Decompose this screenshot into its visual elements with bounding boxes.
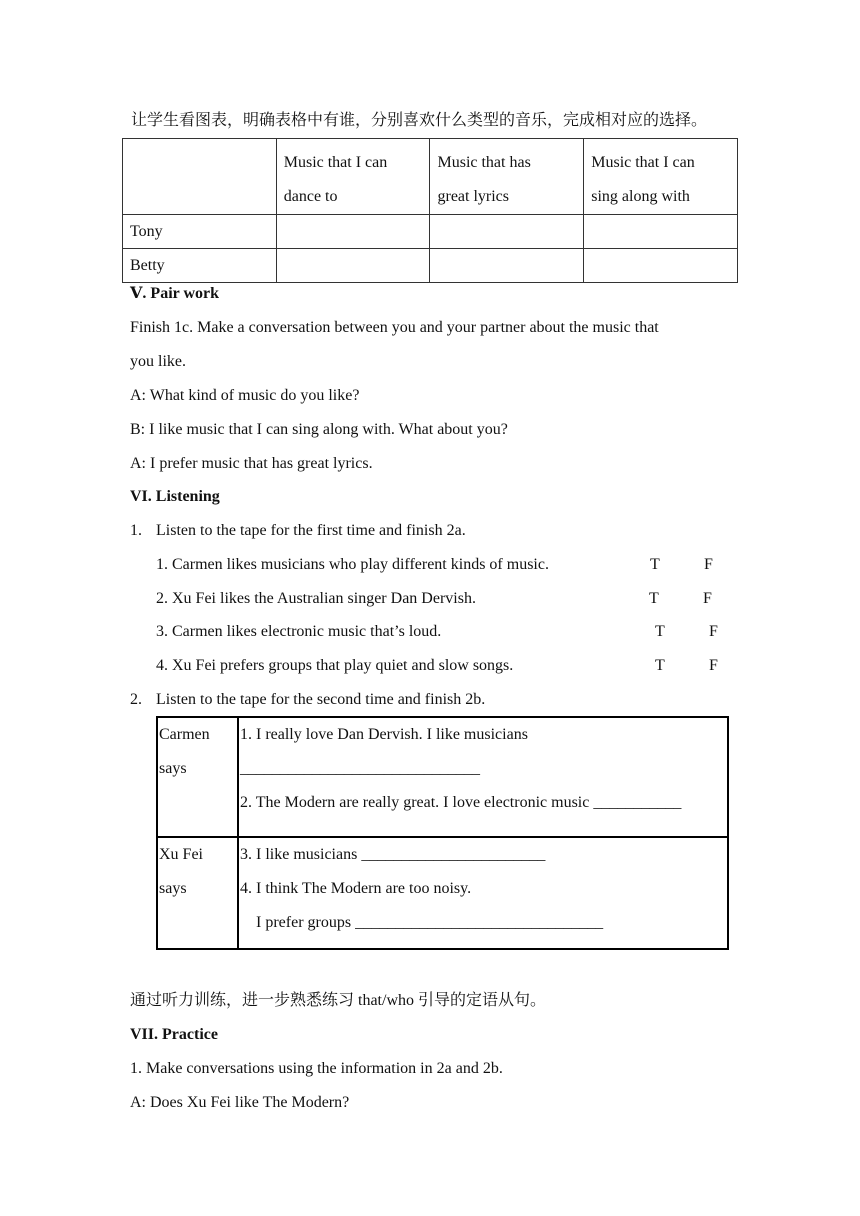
true-option[interactable]: T <box>655 623 665 640</box>
true-option[interactable]: T <box>649 590 659 607</box>
listening-fill-table <box>156 716 729 950</box>
true-option[interactable]: T <box>655 657 665 674</box>
statement-cell <box>238 837 728 949</box>
dialogue-line: B: I like music that I can sing along with. What about you? <box>130 421 508 438</box>
answer-cell[interactable] <box>430 249 584 283</box>
header-cell-blank <box>123 139 277 215</box>
listening-note: 通过听力训练，进一步熟悉练习 that/who 引导的定语从句。 <box>130 992 546 1009</box>
statement-line[interactable]: 2. The Modern are really great. I love electronic music ___________ <box>240 794 682 811</box>
answer-cell[interactable] <box>430 215 584 249</box>
false-option[interactable]: F <box>703 590 712 607</box>
music-preference-table <box>122 138 738 283</box>
false-option[interactable]: F <box>704 556 713 573</box>
answer-cell[interactable] <box>276 249 430 283</box>
dialogue-line: A: What kind of music do you like? <box>130 387 360 404</box>
dialogue-line: A: I prefer music that has great lyrics. <box>130 455 373 472</box>
false-option[interactable]: F <box>709 657 718 674</box>
table-row <box>157 717 728 837</box>
pair-work-instruction-cont: you like. <box>130 353 186 370</box>
statement-line[interactable]: 3. I like musicians _______________________ <box>240 846 546 863</box>
pair-work-instruction: Finish 1c. Make a conversation between you and your partner about the music that <box>130 319 659 336</box>
answer-cell[interactable] <box>584 249 738 283</box>
answer-cell[interactable] <box>584 215 738 249</box>
task-1-text: Listen to the tape for the first time and finish 2a. <box>156 522 466 539</box>
practice-instruction: 1. Make conversations using the information in 2a and 2b. <box>130 1060 503 1077</box>
header-cell-dance: Music that I can dance to <box>276 139 430 215</box>
true-false-item: 4. Xu Fei prefers groups that play quiet and slow songs. <box>156 657 514 674</box>
table-row <box>123 249 738 283</box>
statement-line: 1. I really love Dan Dervish. I like musicians <box>240 726 528 743</box>
speaker-cell: Carmen says <box>157 717 238 837</box>
speaker-cell: Xu Fei says <box>157 837 238 949</box>
true-option[interactable]: T <box>650 556 660 573</box>
table-header-row <box>123 139 738 215</box>
answer-cell[interactable] <box>276 215 430 249</box>
table-row <box>123 215 738 249</box>
section-7-heading: VII. Practice <box>130 1026 218 1043</box>
statement-cell <box>238 717 728 837</box>
intro-text: 让学生看图表，明确表格中有谁，分别喜欢什么类型的音乐，完成相对应的选择。 <box>131 112 708 129</box>
true-false-item: 3. Carmen likes electronic music that’s loud. <box>156 623 442 640</box>
true-false-item: 1. Carmen likes musicians who play different kinds of music. <box>156 556 549 573</box>
blank-line[interactable]: ______________________________ <box>240 760 480 777</box>
header-cell-sing: Music that I can sing along with <box>584 139 738 215</box>
header-cell-lyrics: Music that has great lyrics <box>430 139 584 215</box>
true-false-item: 2. Xu Fei likes the Australian singer Dan Dervish. <box>156 590 476 607</box>
task-2-number: 2. <box>130 691 142 708</box>
statement-line[interactable]: I prefer groups _______________________________ <box>240 914 604 931</box>
section-6-heading: VI. Listening <box>130 488 220 505</box>
task-2-text: Listen to the tape for the second time and finish 2b. <box>156 691 486 708</box>
row-name-cell: Tony <box>123 215 277 249</box>
false-option[interactable]: F <box>709 623 718 640</box>
row-name-cell: Betty <box>123 249 277 283</box>
dialogue-line: A: Does Xu Fei like The Modern? <box>130 1094 350 1111</box>
task-1-number: 1. <box>130 522 142 539</box>
statement-line: 4. I think The Modern are too noisy. <box>240 880 472 897</box>
section-5-heading: Ⅴ. Pair work <box>130 285 220 302</box>
table-row <box>157 837 728 949</box>
